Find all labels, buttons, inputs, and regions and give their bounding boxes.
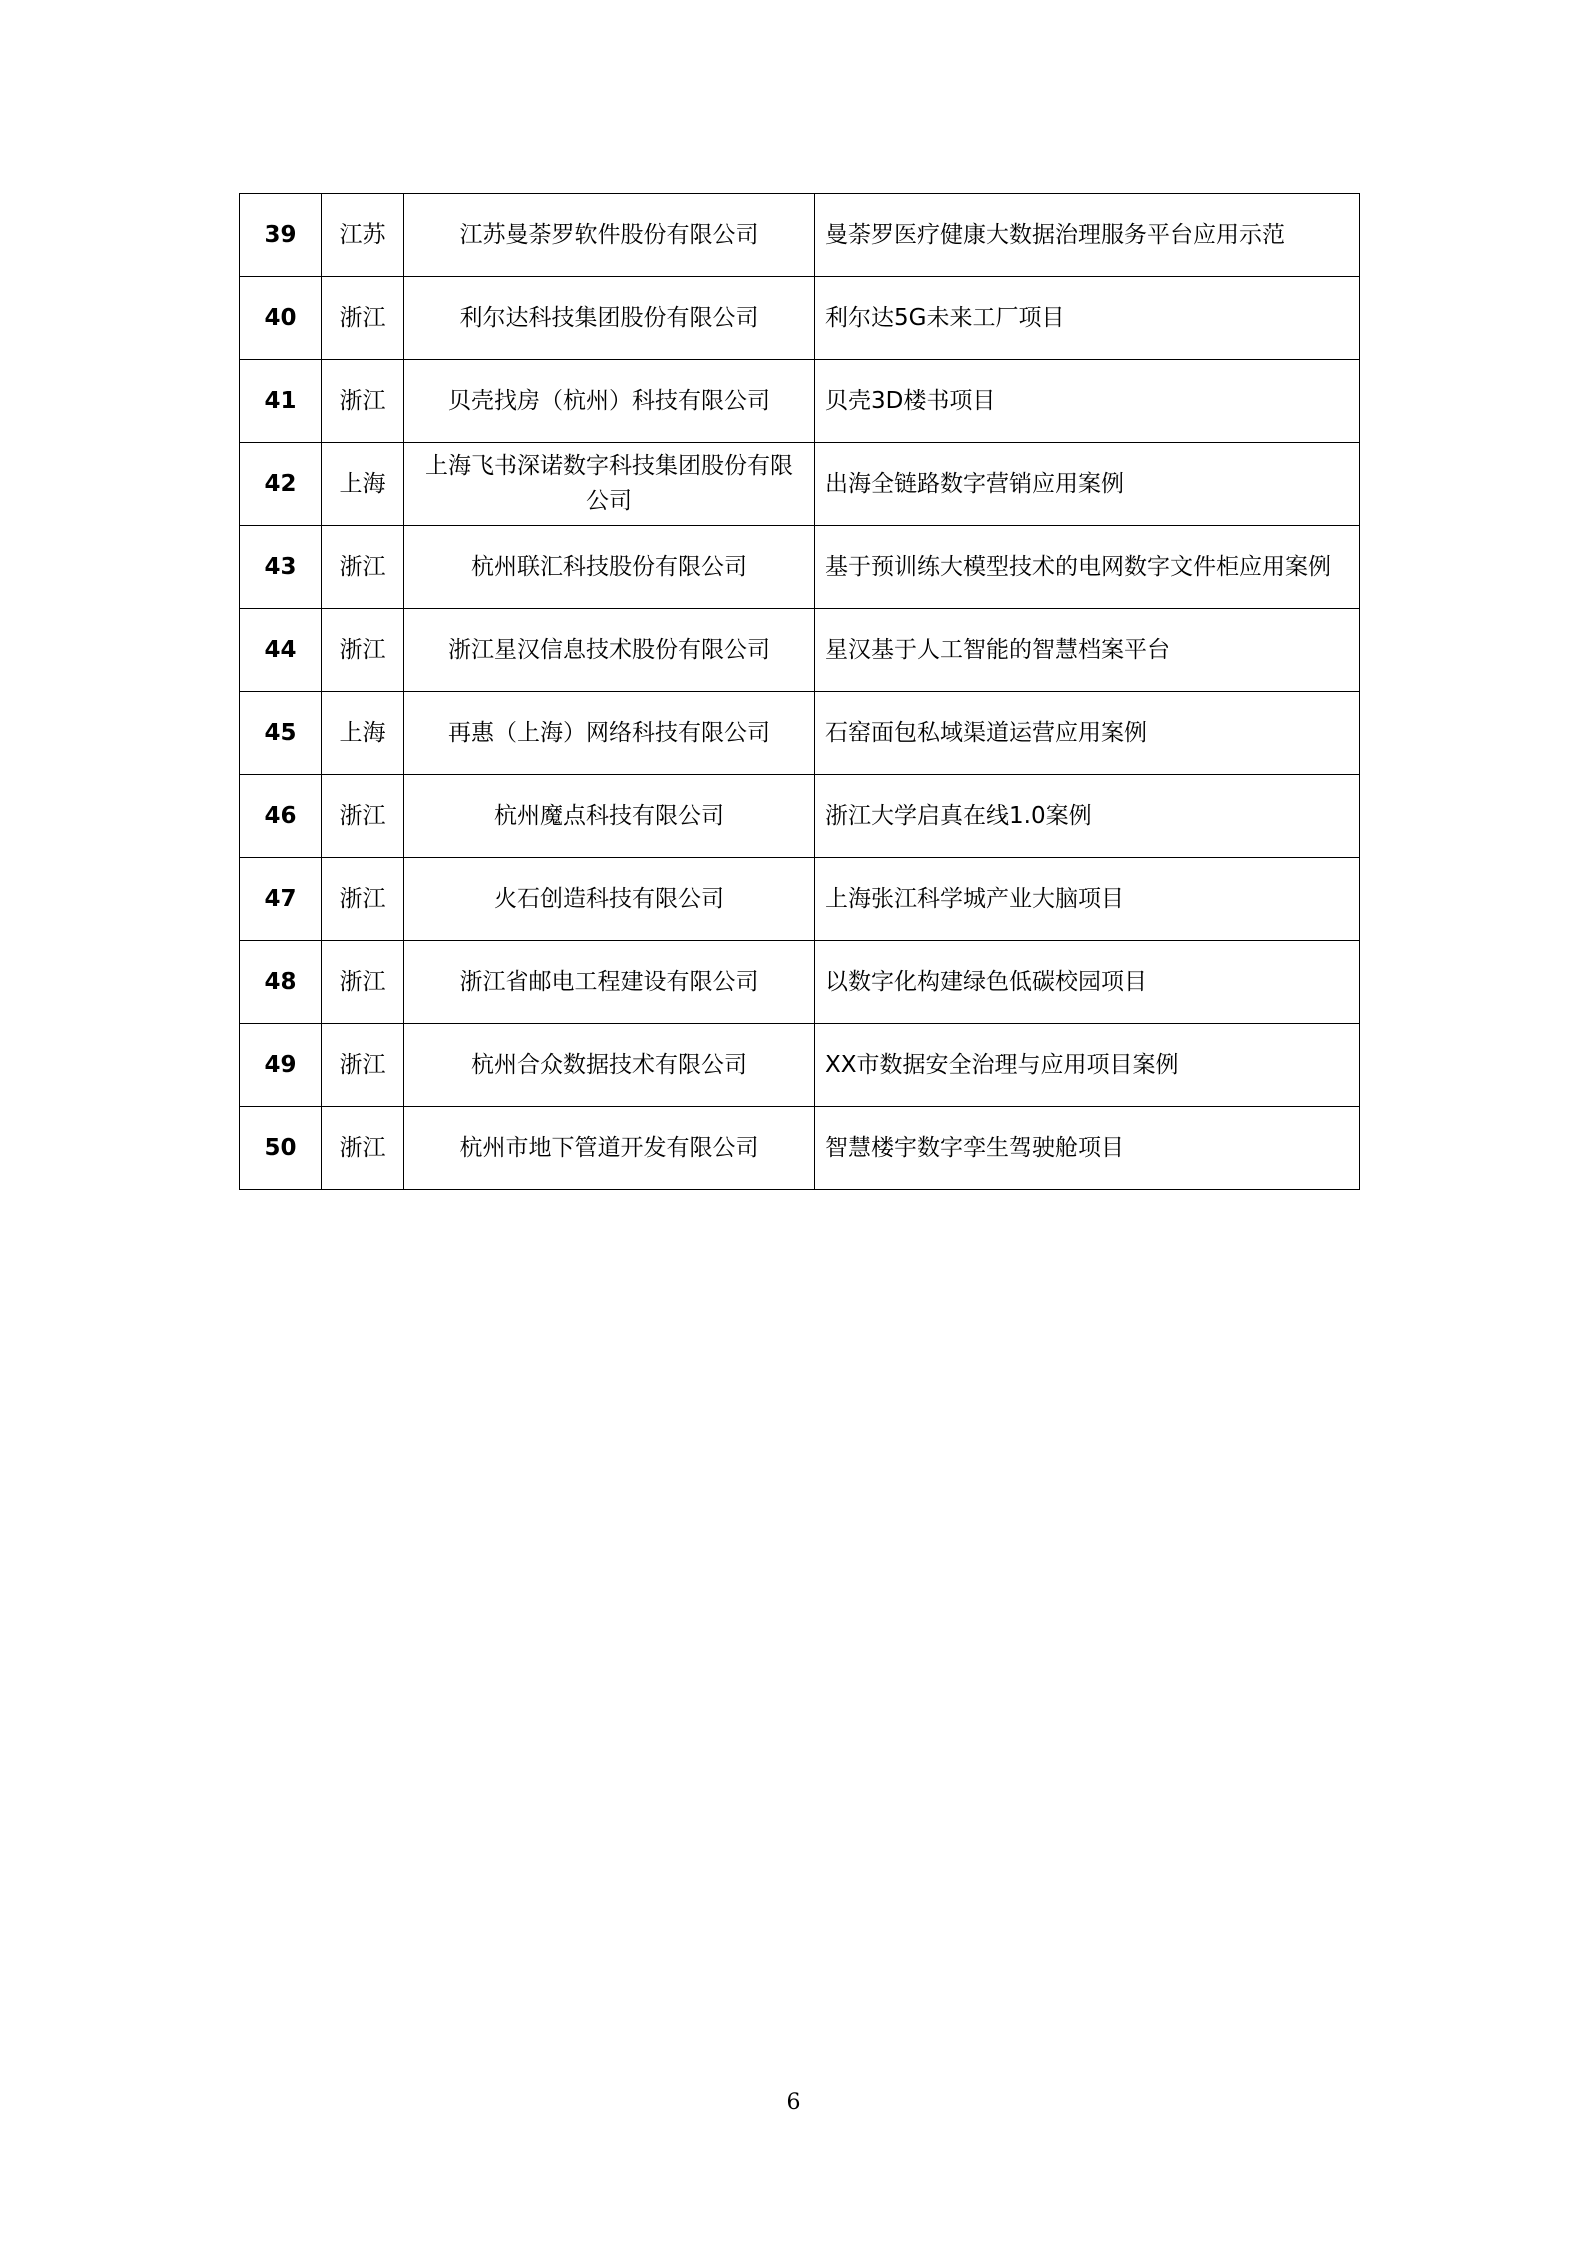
row-number: 47 [240, 858, 322, 941]
project-cell: 以数字化构建绿色低碳校园项目 [815, 941, 1360, 1024]
row-number: 39 [240, 194, 322, 277]
page-number: 6 [786, 2090, 801, 2115]
row-number: 41 [240, 360, 322, 443]
table-row [240, 194, 1360, 277]
row-number: 48 [240, 941, 322, 1024]
table-row [240, 775, 1360, 858]
project-cell: 星汉基于人工智能的智慧档案平台 [815, 609, 1360, 692]
company-cell: 火石创造科技有限公司 [404, 858, 815, 941]
province-cell: 浙江 [322, 858, 404, 941]
row-number: 46 [240, 775, 322, 858]
company-cell: 再惠（上海）网络科技有限公司 [404, 692, 815, 775]
project-cell: 贝壳3D楼书项目 [815, 360, 1360, 443]
project-cell: 智慧楼宇数字孪生驾驶舱项目 [815, 1107, 1360, 1190]
table-row [240, 1107, 1360, 1190]
company-cell: 杭州联汇科技股份有限公司 [404, 526, 815, 609]
table-row [240, 526, 1360, 609]
project-cell: XX市数据安全治理与应用项目案例 [815, 1024, 1360, 1107]
province-cell: 浙江 [322, 526, 404, 609]
company-cell: 浙江星汉信息技术股份有限公司 [404, 609, 815, 692]
company-cell: 杭州魔点科技有限公司 [404, 775, 815, 858]
company-cell: 利尔达科技集团股份有限公司 [404, 277, 815, 360]
row-number: 42 [240, 443, 322, 526]
row-number: 50 [240, 1107, 322, 1190]
table-row [240, 858, 1360, 941]
province-cell: 浙江 [322, 609, 404, 692]
table-row [240, 692, 1360, 775]
project-cell: 石窑面包私域渠道运营应用案例 [815, 692, 1360, 775]
company-cell: 江苏曼荼罗软件股份有限公司 [404, 194, 815, 277]
company-cell: 浙江省邮电工程建设有限公司 [404, 941, 815, 1024]
table-row [240, 1024, 1360, 1107]
province-cell: 浙江 [322, 277, 404, 360]
row-number: 43 [240, 526, 322, 609]
company-cell: 杭州合众数据技术有限公司 [404, 1024, 815, 1107]
company-cell: 杭州市地下管道开发有限公司 [404, 1107, 815, 1190]
row-number: 45 [240, 692, 322, 775]
project-cell: 浙江大学启真在线1.0案例 [815, 775, 1360, 858]
project-cell: 基于预训练大模型技术的电网数字文件柜应用案例 [815, 526, 1360, 609]
province-cell: 浙江 [322, 775, 404, 858]
project-cell: 上海张江科学城产业大脑项目 [815, 858, 1360, 941]
case-list-table [239, 193, 1360, 1190]
table-row [240, 609, 1360, 692]
project-cell: 出海全链路数字营销应用案例 [815, 443, 1360, 526]
province-cell: 浙江 [322, 1024, 404, 1107]
company-cell: 贝壳找房（杭州）科技有限公司 [404, 360, 815, 443]
province-cell: 浙江 [322, 360, 404, 443]
project-cell: 利尔达5G未来工厂项目 [815, 277, 1360, 360]
province-cell: 上海 [322, 692, 404, 775]
province-cell: 江苏 [322, 194, 404, 277]
table-row [240, 941, 1360, 1024]
row-number: 44 [240, 609, 322, 692]
province-cell: 上海 [322, 443, 404, 526]
table-row [240, 277, 1360, 360]
company-cell: 上海飞书深诺数字科技集团股份有限公司 [404, 443, 815, 526]
row-number: 49 [240, 1024, 322, 1107]
province-cell: 浙江 [322, 1107, 404, 1190]
project-cell: 曼荼罗医疗健康大数据治理服务平台应用示范 [815, 194, 1360, 277]
province-cell: 浙江 [322, 941, 404, 1024]
row-number: 40 [240, 277, 322, 360]
table-row [240, 443, 1360, 526]
table-row [240, 360, 1360, 443]
